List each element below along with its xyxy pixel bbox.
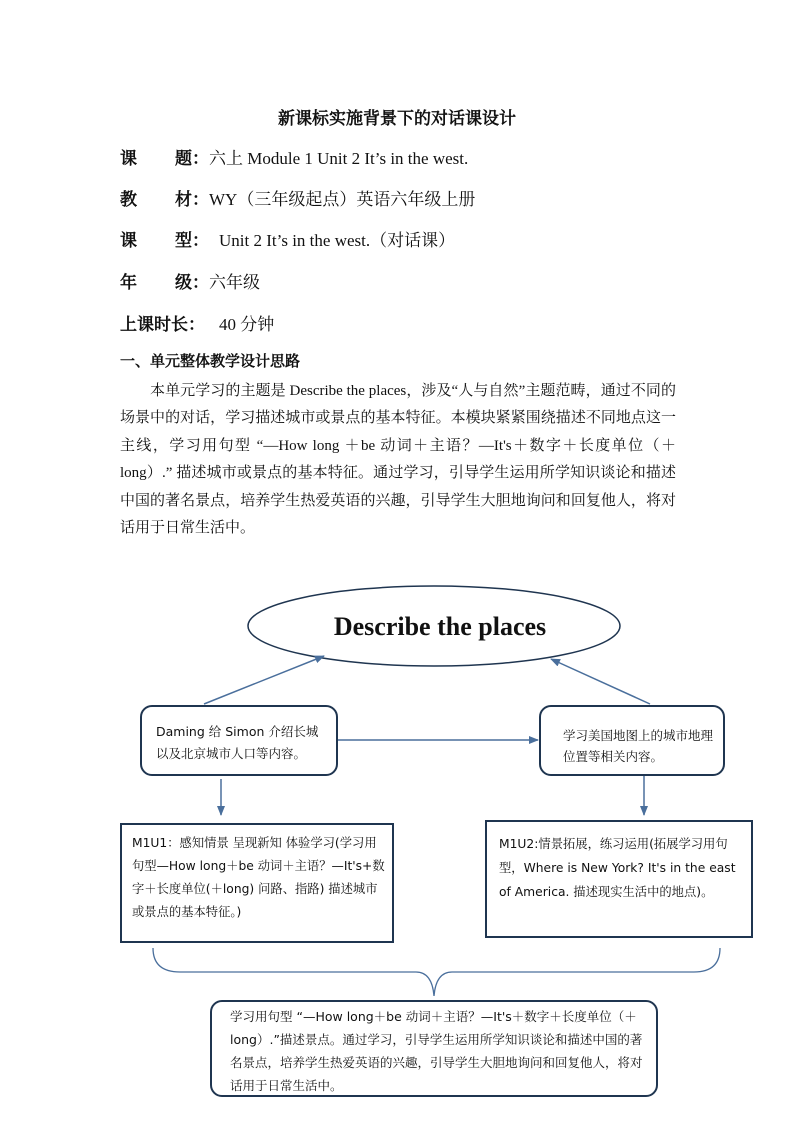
box-left-mid: M1U1：感知情景 呈现新知 体验学习(学习用句型—How long＋be 动词＋主语？—It's+数字＋长度单位(＋long) 问路、指路) 描述城市或景点的基本特征。) [120, 823, 394, 943]
oval-label: Describe the places [333, 612, 547, 641]
box-bottom: 学习用句型 “—How long＋be 动词＋主语？—It's＋数字＋长度单位（＋long）.”描述景点。通过学习，引导学生运用所学知识谈论和描述中国的著名景点，培养学生热爱英语的兴趣，引导学生大胆地询问和回复他人，将对话用于日常生活中。 [210, 1000, 658, 1097]
duration-value: 40 分钟 [219, 315, 275, 334]
type-value: Unit 2 It’s in the west.（对话课） [219, 231, 456, 250]
section-heading: 一、单元整体教学设计思路 [120, 354, 301, 370]
intro-paragraph: 本单元学习的主题是 Describe the places，涉及“人与自然”主题范畴，通过不同的场景中的对话，学习描述城市或景点的基本特征。本模块紧紧围绕描述不同地点这一主线，学习用句型 “—How long ＋be 动词＋主语？—It's＋数字＋长度单位（＋long）.” 描述城市或景点的基本特征。通过学习，引导学生运用所学知识谈论和描述中国的著名景点，培养学生热爱英语的兴趣，引导学生大胆地询问和回复他人，将对话用于日常生活中。 [120, 383, 676, 537]
arrow-right-to-oval [551, 659, 650, 704]
grade-value: 六年级 [209, 273, 260, 292]
type-label-1: 课 [120, 231, 137, 250]
bottom-brace [153, 948, 720, 996]
box-right-top: 学习美国地图上的城市地理位置等相关内容。 [539, 705, 725, 776]
topic-label-1: 课 [120, 149, 137, 168]
topic-value: 六上 Module 1 Unit 2 It’s in the west. [209, 149, 469, 168]
box-left-top: Daming 给 Simon 介绍长城以及北京城市人口等内容。 [140, 705, 338, 776]
page-title: 新课标实施背景下的对话课设计 [278, 109, 516, 128]
box-right-mid: M1U2:情景拓展，练习运用(拓展学习用句型，Where is New York? It's in the east of America. 描述现实生活中的地点)。 [485, 820, 753, 938]
arrow-left-to-oval [204, 656, 324, 704]
type-label-2: 型： [175, 231, 209, 250]
duration-label: 上课时长： [120, 315, 205, 334]
grade-label-1: 年 [120, 273, 137, 292]
material-label-2: 材： [175, 190, 209, 209]
material-value: WY（三年级起点）英语六年级上册 [209, 190, 476, 209]
grade-label-2: 级： [175, 273, 209, 292]
material-label-1: 教 [120, 190, 137, 209]
topic-label-2: 题： [175, 149, 209, 168]
